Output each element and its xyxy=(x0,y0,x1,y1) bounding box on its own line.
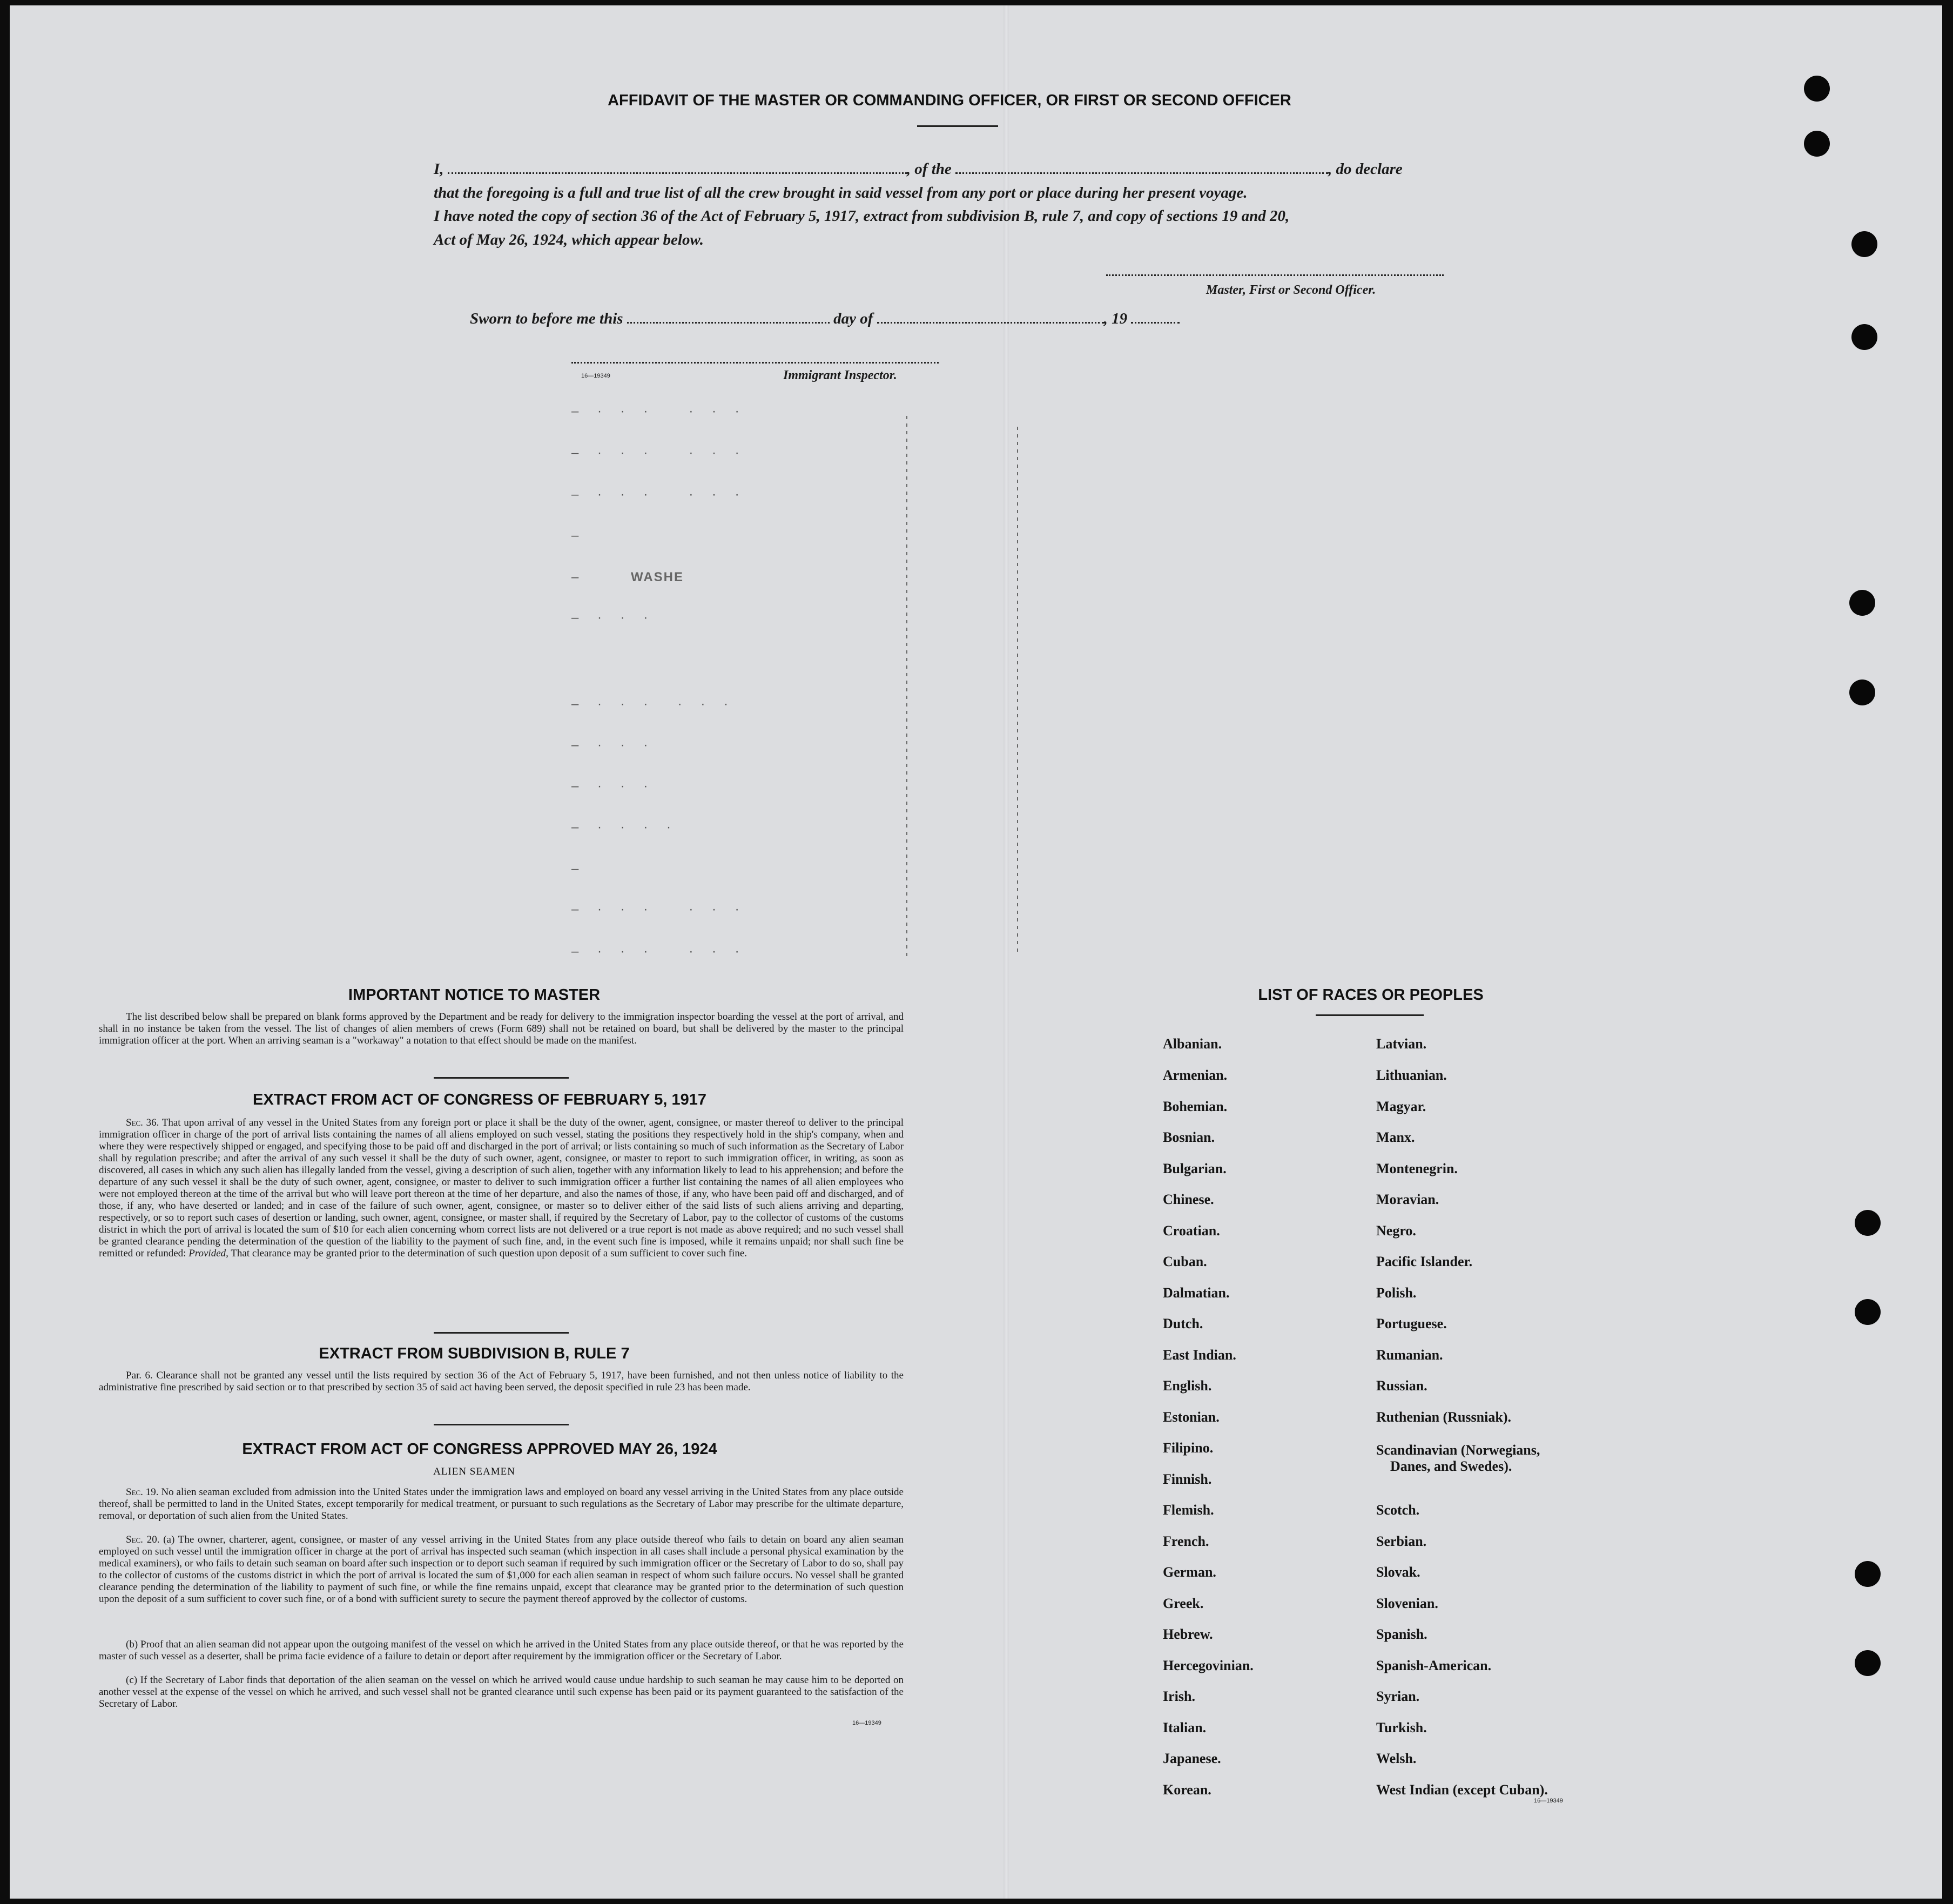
sec-20-label: Sec. 20. xyxy=(126,1534,160,1545)
bleed-marks: – · · · · · · xyxy=(571,697,736,711)
race-item: Spanish-American. xyxy=(1376,1658,1492,1673)
bleed-marks: – · · · · · · xyxy=(571,487,747,502)
race-item: Moravian. xyxy=(1376,1192,1439,1207)
extract-1917-text xyxy=(99,1117,904,1260)
sec-20c-text xyxy=(99,1674,904,1710)
extract-1917-title: EXTRACT FROM ACT OF CONGRESS OF FEBRUARY 5, 1917 xyxy=(252,1091,707,1108)
left-form-code: 16—19349 xyxy=(852,1720,881,1726)
race-item: Serbian. xyxy=(1376,1533,1427,1549)
section-rule xyxy=(434,1332,569,1334)
race-item: Turkish. xyxy=(1376,1720,1427,1735)
bleed-marks: – · · · · · · xyxy=(571,446,747,460)
race-item: Greek. xyxy=(1163,1596,1204,1611)
race-item: Armenian. xyxy=(1163,1067,1228,1083)
binder-hole xyxy=(1855,1650,1881,1676)
sworn-month-blank[interactable] xyxy=(877,322,1104,324)
sec-36-label: Sec. 36. xyxy=(126,1117,159,1128)
race-item: Bosnian. xyxy=(1163,1129,1215,1145)
race-item: Ruthenian (Russniak). xyxy=(1376,1409,1511,1425)
race-item: Polish. xyxy=(1376,1285,1417,1301)
race-item: English. xyxy=(1163,1378,1212,1394)
affidavit-line-3: I have noted the copy of section 36 of the Act of February 5, 1917, extract from subdivision B, rule 7, and copy of sections 19 and 20, xyxy=(434,207,1290,225)
affidavit-i: I, xyxy=(434,160,444,178)
section-rule xyxy=(434,1077,569,1079)
race-item: Korean. xyxy=(1163,1782,1211,1798)
sec-19-label: Sec. 19. xyxy=(126,1486,159,1498)
bleed-marks: – xyxy=(571,570,587,584)
race-item: Chinese. xyxy=(1163,1192,1214,1207)
race-item: Bulgarian. xyxy=(1163,1161,1227,1176)
affidavit-of-the: , of the xyxy=(906,160,952,178)
binder-hole xyxy=(1849,590,1875,616)
race-item: Flemish. xyxy=(1163,1502,1214,1518)
race-item: Russian. xyxy=(1376,1378,1427,1394)
race-item: Bohemian. xyxy=(1163,1099,1228,1114)
extract-rule7-text xyxy=(99,1370,904,1394)
bleed-column-line xyxy=(1017,427,1018,956)
right-form-code: 16—19349 xyxy=(1534,1798,1563,1804)
sworn-line xyxy=(470,310,1180,328)
race-item: Manx. xyxy=(1376,1129,1415,1145)
affidavit-line-4: Act of May 26, 1924, which appear below. xyxy=(434,231,704,248)
vessel-blank[interactable] xyxy=(955,172,1328,174)
race-item: Lithuanian. xyxy=(1376,1067,1447,1083)
affidavit-line-2: that the foregoing is a full and true list of all the crew brought in said vessel from any port or place during her present voyage. xyxy=(434,184,1248,201)
race-item: Scotch. xyxy=(1376,1502,1420,1518)
inspector-label: Immigrant Inspector. xyxy=(783,368,897,382)
bleed-marks: – · · · xyxy=(571,610,656,625)
race-item: French. xyxy=(1163,1533,1209,1549)
race-item: Albanian. xyxy=(1163,1036,1222,1052)
notice-title: IMPORTANT NOTICE TO MASTER xyxy=(348,986,601,1004)
sworn-year-blank[interactable] xyxy=(1131,322,1180,324)
race-item: German. xyxy=(1163,1564,1216,1580)
race-item: Hebrew. xyxy=(1163,1626,1213,1642)
race-item: Cuban. xyxy=(1163,1254,1207,1269)
binder-hole xyxy=(1804,76,1830,102)
bleed-marks: – · · · · · · xyxy=(571,404,747,419)
race-item: Spanish. xyxy=(1376,1626,1427,1642)
race-item: Croatian. xyxy=(1163,1223,1220,1239)
race-item: Rumanian. xyxy=(1376,1347,1443,1363)
race-item: Dutch. xyxy=(1163,1316,1203,1331)
sec-19-text xyxy=(99,1486,904,1522)
sworn-day-blank[interactable] xyxy=(627,322,830,324)
affidavit-title: AFFIDAVIT OF THE MASTER OR COMMANDING OFFICER, OR FIRST OR SECOND OFFICER xyxy=(608,92,1291,109)
race-item: Pacific Islander. xyxy=(1376,1254,1473,1269)
race-item: Negro. xyxy=(1376,1223,1416,1239)
race-item: Estonian. xyxy=(1163,1409,1220,1425)
document-page xyxy=(10,5,1942,1899)
races-title: LIST OF RACES OR PEOPLES xyxy=(1258,986,1484,1004)
alien-seamen-subtitle: ALIEN SEAMEN xyxy=(433,1466,515,1477)
notice-body: The list described below shall be prepared on blank forms approved by the Department and be ready for delivery to the immigration inspector boarding the vessel at the port of arrival, and shall in no instance be taken from the vessel. The list of changes of alien members of crews (Form 689) shall not be retained on board, but shall be delivered by the master to the principal immigration officer at the port. When an arriving seaman is a "workaway" a notation to that effect should be made on the manifest. xyxy=(99,1011,904,1046)
extract-1924-title: EXTRACT FROM ACT OF CONGRESS APPROVED MAY 26, 1924 xyxy=(242,1441,717,1458)
race-item: Irish. xyxy=(1163,1688,1195,1704)
race-item: Italian. xyxy=(1163,1720,1207,1735)
bleed-marks: – · · · · · · xyxy=(571,944,747,959)
bleed-marks: – · · · · xyxy=(571,820,678,835)
race-item: Filipino. xyxy=(1163,1440,1214,1456)
binder-hole xyxy=(1804,131,1830,157)
race-item: Hercegovinian. xyxy=(1163,1658,1254,1673)
signature-label: Master, First or Second Officer. xyxy=(1206,283,1376,297)
sec-20c-body: (c) If the Secretary of Labor finds that deportation of the alien seaman on the vessel on which he arrived would cause undue hardship to such seaman he may cause him to be deported on another vessel at the expense of the vessel on which he arrived, and such vessel shall not be granted clearance until such expense has been paid or its payment guaranteed to the satisfaction of the Secretary of Labor. xyxy=(99,1674,904,1710)
race-item: Slovenian. xyxy=(1376,1596,1438,1611)
binder-hole xyxy=(1849,679,1875,705)
notice-text xyxy=(99,1011,904,1047)
bleed-marks: – xyxy=(571,862,587,876)
extract-rule7-title: EXTRACT FROM SUBDIVISION B, RULE 7 xyxy=(319,1345,630,1362)
rule7-body: Par. 6. Clearance shall not be granted any vessel until the lists required by section 36 of the Act of February 5, 1917, have been furnished, and not then unless notice of liability to the administrative fine prescribed by said section or to that prescribed by section 35 of said act having been served, the deposit specified in rule 23 has been made. xyxy=(99,1370,904,1393)
race-item: West Indian (except Cuban). xyxy=(1376,1782,1548,1798)
binder-hole xyxy=(1855,1561,1881,1587)
year-prefix: , 19 xyxy=(1103,310,1128,327)
race-item: Syrian. xyxy=(1376,1688,1420,1704)
affidavit-declare: , do declare xyxy=(1328,160,1403,178)
binder-hole xyxy=(1851,324,1877,350)
race-item: Finnish. xyxy=(1163,1471,1212,1487)
race-item: Latvian. xyxy=(1376,1036,1427,1052)
race-item: Dalmatian. xyxy=(1163,1285,1230,1301)
bleed-text: WASHE xyxy=(631,570,684,584)
binder-hole xyxy=(1855,1299,1881,1325)
race-item: Montenegrin. xyxy=(1376,1161,1458,1176)
race-item: Danes, and Swedes). xyxy=(1390,1458,1512,1474)
page-fold xyxy=(1004,5,1009,1899)
day-of-text: day of xyxy=(833,310,873,327)
sec-36-body: That upon arrival of any vessel in the United States from any foreign port or place it shall be the duty of the owner, agent, consignee, or master thereof to deliver to the principal immigration officer in charge of the port of arrival lists containing the names of all aliens employed on such vessel, stating the positions they respectively hold in the ship's company, when and where they were respectively shipped or engaged, and specifying those to be paid off and discharged in the port of arrival; or lists containing so much of such information as the Secretary of Labor shall by regulation prescribe; and after the arrival of any such vessel it shall be the duty of such owner, agent, consignee, or master to report to such immigration officer, in writing, as soon as discovered, all cases in which any such alien has illegally landed from the vessel, giving a description of such alien, together with any information likely to lead to his apprehension; and before the departure of any such vessel it shall be the duty of such owner, agent, consignee, or master to deliver to such immigration officer a further list containing the names of all alien employees who were not employed thereon at the time of the arrival but who will leave port thereon at the time of her departure, and also the names of those, if any, who have been paid off and discharged, and of those, if any, who have deserted or landed; and in case of the failure of such owner, agent, consignee, or master so to deliver either of the said lists of such aliens arriving and departing, respectively, or so to report such cases of desertion or landing, such owner, agent, consignee, or master shall, if required by the Secretary of Labor, pay to the collector of customs of the customs district in which the port of arrival is located the sum of $10 for each alien concerning whom correct lists are not delivered or a true report is not made as above required; and no such vessel shall be granted clearance pending the determination of the question of the liability to the payment of such fine, and, in the event such fine is imposed, while it remains unpaid; nor shall such fine be remitted or refunded: xyxy=(99,1117,904,1259)
bleed-marks: – xyxy=(571,528,587,543)
sec-20b-text xyxy=(99,1639,904,1663)
race-item: Japanese. xyxy=(1163,1751,1221,1766)
title-rule xyxy=(917,125,998,127)
race-item: Magyar. xyxy=(1376,1099,1426,1114)
race-item: Welsh. xyxy=(1376,1751,1417,1766)
sec-20a-body: (a) The owner, charterer, agent, consignee, or master of any vessel arriving in the United States from any place outside thereof who fails to detain on board any alien seaman employed on such vessel until the immigration officer in charge at the port of arrival has inspected such seaman (which inspection in all cases shall include a personal physical examination by the medical examiners), or who fails to detain such seaman on board after such inspection or to deport such seaman if required by such immigration officer or the Secretary of Labor to do so, shall pay to the collector of customs of the customs district in which the port of arrival is located the sum of $1,000 for each alien seaman in respect of whom such failure occurs. No vessel shall be granted clearance pending the determination of the liability to payment of such fine, or while the fine remains unpaid, except that clearance may be granted prior to the determination of such question upon the deposit of a sum sufficient to cover such fine, or of a bond with sufficient surety to secure the payment thereof approved by the collector of customs. xyxy=(99,1534,904,1605)
affidavit-line-1 xyxy=(434,160,1403,178)
races-rule xyxy=(1316,1014,1424,1016)
name-blank[interactable] xyxy=(448,172,907,174)
bleed-column-line xyxy=(906,416,907,956)
race-item: Scandinavian (Norwegians, xyxy=(1376,1442,1540,1458)
race-item: Slovak. xyxy=(1376,1564,1420,1580)
sec-20b-body: (b) Proof that an alien seaman did not appear upon the outgoing manifest of the vessel on which he arrived in the United States from any place outside thereof, or that he was reported by the master of such vessel as a deserter, shall be prima facie evidence of a failure to detain or deport after requirement by the immigration officer or the Secretary of Labor. xyxy=(99,1639,904,1662)
race-item: Portuguese. xyxy=(1376,1316,1447,1331)
sworn-text: Sworn to before me this xyxy=(470,310,623,327)
binder-hole xyxy=(1855,1210,1881,1236)
bleed-marks: – · · · · · · xyxy=(571,902,747,917)
section-rule xyxy=(434,1424,569,1425)
proviso-text: That clearance may be granted prior to the determination of such question upon deposit of a sum sufficient to cover such fine. xyxy=(231,1248,747,1259)
binder-hole xyxy=(1851,231,1877,257)
sec-20a-text xyxy=(99,1534,904,1605)
sec-19-body: No alien seaman excluded from admission into the United States under the immigration laws and employed on board any vessel arriving in the United States from any place outside thereof, shall be permitted to land in the United States, except temporarily for medical treatment, or pursuant to such regulations as the Secretary of Labor may prescribe for the ultimate departure, removal, or deportation of such alien from the United States. xyxy=(99,1486,904,1522)
bleed-marks: – · · · xyxy=(571,779,656,793)
inspector-signature-line[interactable] xyxy=(571,362,939,364)
bleed-marks: – · · · xyxy=(571,738,656,752)
inspector-form-code: 16—19349 xyxy=(581,373,610,379)
proviso-label: Provided, xyxy=(188,1248,228,1259)
race-item: East Indian. xyxy=(1163,1347,1236,1363)
signature-line[interactable] xyxy=(1106,274,1444,276)
